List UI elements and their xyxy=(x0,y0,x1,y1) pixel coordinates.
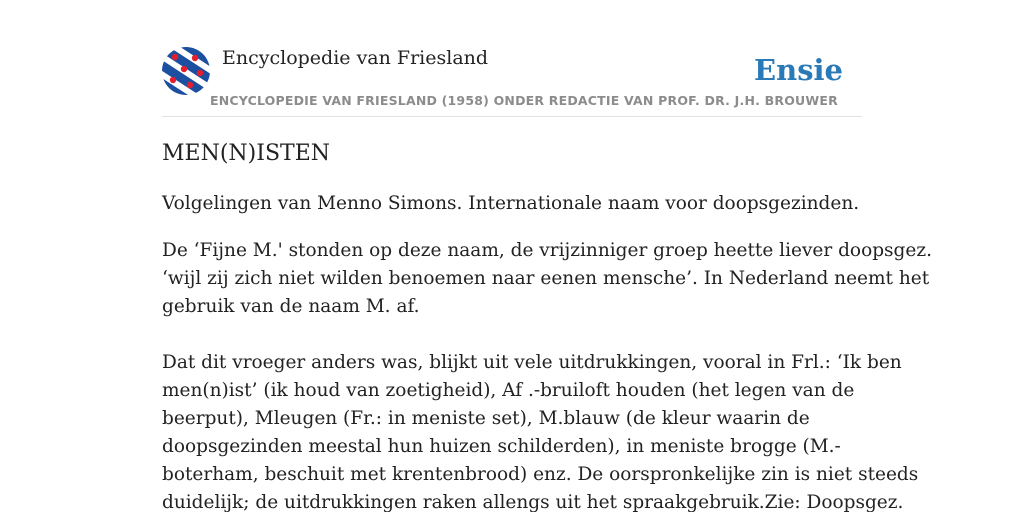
paragraph-line: gebruik van de naam M. af. xyxy=(162,296,420,317)
article xyxy=(162,136,932,512)
paragraph-line: De ‘Fijne M.' stonden op deze naam, de vrijzinniger groep heette liever doopsgez. xyxy=(162,240,932,261)
frisian-flag-icon[interactable] xyxy=(162,47,210,95)
paragraph-3 xyxy=(162,349,919,512)
paragraph-line: boterham, beschuit met krentenbrood) enz. De oorspronkelijke zin is niet steeds xyxy=(162,464,919,485)
paragraph-line: beerput), Mleugen (Fr.: in meniste set), M.blauw (de kleur waarin de xyxy=(162,408,810,429)
paragraph-line: Volgelingen van Menno Simons. Internationale naam voor doopsgezinden. xyxy=(162,193,860,214)
site-header xyxy=(162,46,862,117)
site-title[interactable]: Encyclopedie van Friesland xyxy=(222,47,489,69)
paragraph-1 xyxy=(162,190,882,218)
brand-logo[interactable]: Ensie xyxy=(754,53,843,87)
paragraph-line: men(n)ist’ (ik houd van zoetigheid), Af .-bruiloft houden (het legen van de xyxy=(162,380,855,401)
paragraph-2 xyxy=(162,237,932,321)
paragraph-line: duidelijk; de uitdrukkingen raken allengs uit het spraakgebruik.Zie: Doopsgez. xyxy=(162,492,904,512)
paragraph-line: Dat dit vroeger anders was, blijkt uit vele uitdrukkingen, vooral in Frl.: ‘Ik ben xyxy=(162,352,902,373)
paragraph-line: ‘wijl zij zich niet wilden benoemen naar eenen mensche’. In Nederland neemt het xyxy=(162,268,930,289)
entry-title: MEN(N)ISTEN xyxy=(162,141,330,166)
source-subtitle: ENCYCLOPEDIE VAN FRIESLAND (1958) ONDER REDACTIE VAN PROF. DR. J.H. BROUWER xyxy=(210,93,838,108)
paragraph-line: doopsgezinden meestal hun huizen schilderden), in meniste brogge (M.- xyxy=(162,436,841,457)
